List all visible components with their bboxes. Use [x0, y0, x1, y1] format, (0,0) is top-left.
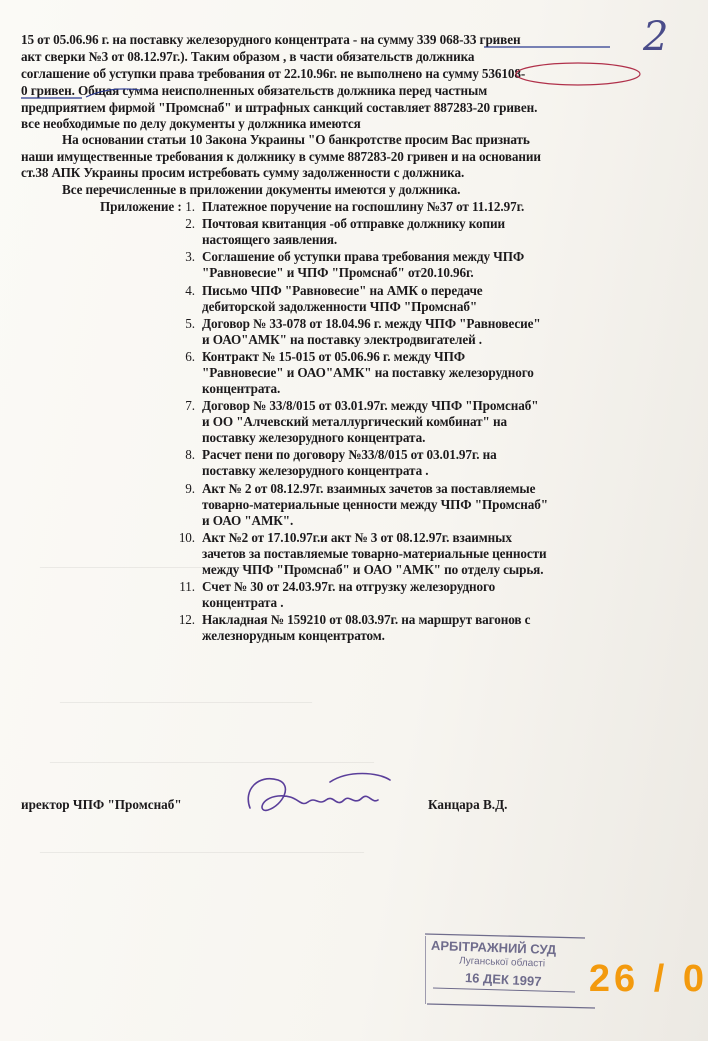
appendix-item-text: "Равновесие" и ЧПФ "Промснаб" от20.10.96г. — [202, 265, 474, 281]
appendix-item-text: Соглашение об уступки права требования между ЧПФ — [202, 249, 525, 265]
appendix-item-number: 12. — [178, 612, 195, 628]
appendix-item-text: дебиторской задолженности ЧПФ "Промснаб" — [202, 298, 478, 314]
body-line: наши имущественные требования к должнику в сумме 887283-20 гривен и на основании — [21, 149, 541, 164]
body-line: соглашение об уступки права требования от 22.10.96г. не выполнено на сумму 536108- — [21, 66, 526, 81]
stamp-region: Луганської області — [458, 955, 546, 970]
appendix-item-number: 10. — [178, 529, 195, 545]
appendix-item-text: Накладная № 159210 от 08.03.97г. на маршрут вагонов с — [202, 612, 531, 628]
court-stamp — [425, 930, 605, 1010]
body-line: предприятием фирмой "Промснаб" и штрафных санкций составляет 887283-20 гривен. — [21, 100, 538, 115]
body-paragraph-3: Все перечисленные в приложении документы имеются у должника. — [62, 182, 461, 197]
appendix-item-text: между ЧПФ "Промснаб" и ОАО "АМК" по отделу сырья. — [202, 561, 544, 577]
appendix-item-text: Платежное поручение на госпошлину №37 от 11.12.97г. — [202, 199, 525, 214]
appendix-item-text: "Равновесие" и ОАО"АМК" на поставку железорудного — [202, 365, 534, 380]
body-line: все необходимые по делу документы у должника имеются — [21, 116, 361, 131]
appendix-item-text: Счет № 30 от 24.03.97г. на отгрузку железорудного — [202, 579, 496, 594]
appendix-item-number: 9. — [185, 480, 195, 496]
appendix-item-text: зачетов за поставляемые товарно-материальные ценности — [202, 545, 547, 561]
appendix-item-text: и ОО "Алчевский металлургический комбинат" на — [202, 414, 507, 430]
handwritten-signature — [238, 760, 408, 830]
appendix-item-text: Договор № 33-078 от 18.04.96 г. между ЧПФ "Равновесие" — [202, 315, 541, 331]
appendix-item-number: 6. — [185, 349, 195, 364]
appendix-item-text: концентрата . — [202, 595, 284, 610]
appendix-item-text: Акт № 2 от 08.12.97г. взаимных зачетов за поставляемые — [202, 480, 536, 496]
signatory-title: иректор ЧПФ "Промснаб" — [21, 797, 182, 812]
appendix-item-number: 1. — [185, 199, 195, 214]
appendix-item-number: 4. — [185, 282, 195, 298]
body-line: На основании статьи 10 Закона Украины "О банкротстве просим Вас признать — [62, 132, 530, 147]
appendix-item-text: товарно-материальные ценности между ЧПФ "Промснаб" — [202, 496, 548, 512]
stamp-date: 16 ДЕК 1997 — [464, 970, 542, 989]
appendix-item-text: поставку железорудного концентрата . — [202, 463, 429, 479]
appendix-item-number: 2. — [185, 216, 195, 232]
signatory-name: Канцара В.Д. — [428, 797, 508, 812]
stamp-court-name: АРБІТРАЖНИЙ СУД — [430, 937, 557, 958]
appendix-item-text: Почтовая квитанция -об отправке должнику копии — [202, 216, 506, 232]
pen-markings — [0, 0, 708, 140]
appendix-item-number: 11. — [179, 579, 195, 594]
appendix-item-text: Акт №2 от 17.10.97г.и акт № 3 от 08.12.97г. взаимных — [202, 529, 512, 545]
appendix-item-text: концентрата. — [202, 381, 281, 396]
appendix-item-text: Контракт № 15-015 от 05.06.96 г. между ЧПФ — [202, 349, 466, 364]
appendix-item-text: поставку железорудного концентрата. — [202, 430, 426, 446]
appendix-item-text: настоящего заявления. — [202, 232, 338, 248]
appendix-item-text: Письмо ЧПФ "Равновесие" на АМК о передаче — [202, 282, 483, 298]
appendix-item-text: железнорудным концентратом. — [202, 628, 385, 644]
handwritten-page-number: 2 — [643, 14, 669, 60]
document-page: ______________________________________________ __________________________________________ ______________________________________________________ ______________________________________________________ 2 15 от 05.06.96 г. на поставку железорудного концентрата - на сумму 339 068-33 гривен акт сверки №3 от 08.12.97г.). Таким образом , в части обязательств должника соглашение об уступки права требования от 22.10.96г. не выполнено на сумму 536108- 0 гривен. Общая сумма неисполненных обязательств должника перед частным предприятием фирмой "Промснаб" и штрафных санкций составляет 887283-20 гривен. все необходимые по делу документы у должника имеются На основании статьи 10 Закона Украины "О банкротстве просим Вас признать наши имущественные требования к должнику в сумме 887283-20 гривен и на основании ст.38 АПК Украины просим истребовать сумму задолженности с должника. Все перечисленные в приложении документы имеются у должника. Приложение : 1. Платежное поручение на госпошлину №37 от 11.12.97г. 2. Почтовая квитанция -об отправке должнику копии настоящего заявления. 3. Соглашение об уступки права требования между ЧПФ "Равновесие" и ЧПФ "Промснаб" от20.10.96г. 4. Письмо ЧПФ "Равновесие" на АМК о передаче дебиторской задолженности ЧПФ "Промснаб" 5. Договор № 33-078 от 18.04.96 г. между ЧПФ "Равновесие" и ОАО"АМК" на поставку электродвигателей . 6. Контракт № 15-015 от 05.06.96 г. между ЧПФ "Равновесие" и ОАО"АМК" на поставку железорудного концентрата. 7. Договор № 33/8/015 от 03.01.97г. между ЧПФ "Промснаб" и ОО "Алчевский металлургический комбинат" на поставку железорудного концентрата. 8. Расчет пени по договору №33/8/015 от 03.01.97г. на поставку железорудного концентрата . 9. Акт № 2 от 08.12.97г. взаимных зачетов за поставляемые товарно-материальные ценности между ЧПФ "Промснаб" и ОАО "АМК". 10. Акт №2 от 17.10.97г.и акт № 3 от 08.12.97г. взаимных зачетов за поставляемые товарно-материальные ценности между ЧПФ "Промснаб" и ОАО "АМК" по отделу сырья. 11. Счет № 30 от 24.03.97г. на отгрузку железорудного концентрата . 12. Накладная № 159210 от 08.03.97г. на маршрут вагонов с железнорудным концентратом. иректор ЧПФ "Промснаб" Канцара В.Д. АРБІТРАЖНИЙ СУД Луганської області 16 ДЕК 1997 26 / 0 — [0, 0, 708, 1041]
body-line: ст.38 АПК Украины просим истребовать сумму задолженности с должника. — [21, 165, 465, 180]
appendix-item-number: 7. — [185, 398, 195, 414]
appendix-item-text: Договор № 33/8/015 от 03.01.97г. между ЧПФ "Промснаб" — [202, 398, 539, 414]
body-line: акт сверки №3 от 08.12.97г.). Таким образом , в части обязательств должника — [21, 49, 475, 64]
body-line: 0 гривен. Общая сумма неисполненных обязательств должника перед частным — [21, 83, 488, 98]
appendix-item-number: 5. — [185, 315, 195, 331]
appendix-item-number: 3. — [185, 249, 195, 265]
appendix-item-number: 8. — [185, 447, 195, 463]
appendix-label: Приложение : — [100, 199, 182, 214]
appendix-item-text: Расчет пени по договору №33/8/015 от 03.01.97г. на — [202, 447, 497, 463]
body-line: 15 от 05.06.96 г. на поставку железорудного концентрата - на сумму 339 068-33 гривен — [21, 32, 521, 47]
photo-date-overlay: 26 / 0 — [588, 958, 708, 1000]
appendix-item-text: и ОАО"АМК" на поставку электродвигателей . — [202, 331, 482, 347]
appendix-item-text: и ОАО "АМК". — [202, 512, 294, 528]
